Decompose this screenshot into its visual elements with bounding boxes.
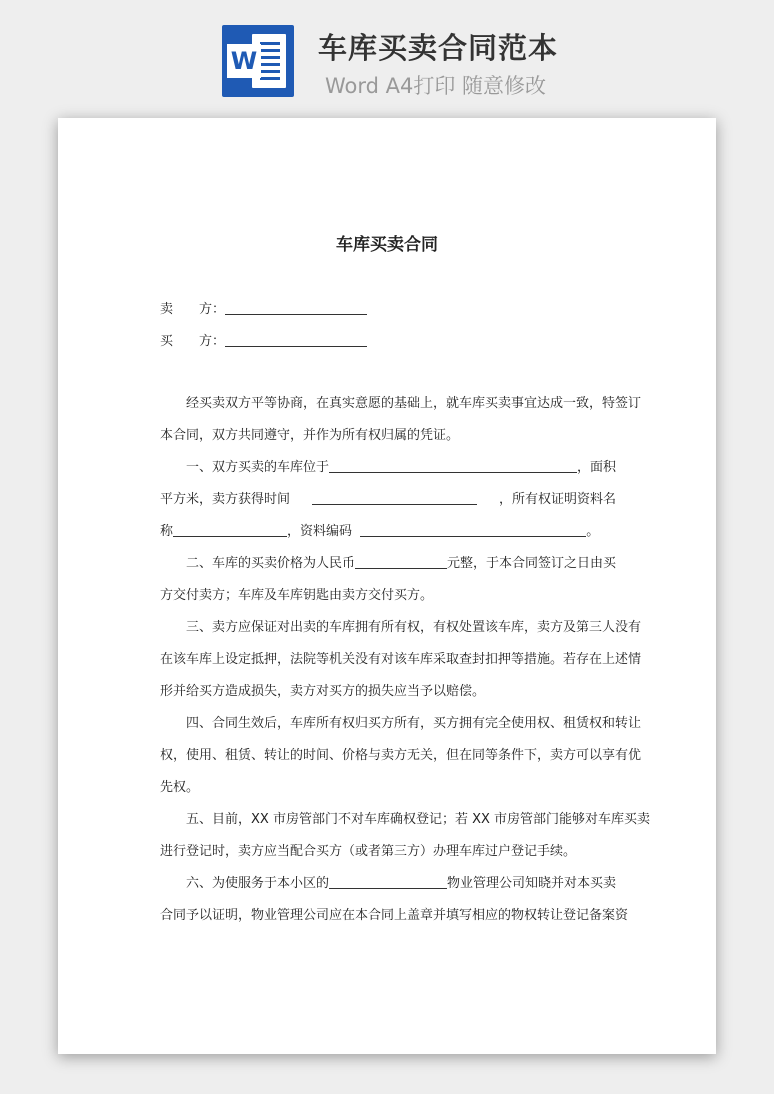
document-title: 车库买卖合同 [336, 235, 438, 255]
buyer-field-row [160, 330, 367, 349]
paragraph-line: 二、车库的买卖价格为人民币 元整，于本合同签订之日由买 [186, 556, 616, 571]
paragraph-line: 平方米，卖方获得时间 ，所有权证明资料名 [160, 492, 616, 507]
price-blank[interactable] [355, 554, 447, 569]
banner-title: 车库买卖合同范本 [318, 31, 559, 65]
community-name-blank[interactable] [329, 874, 447, 889]
document-name-blank[interactable] [173, 522, 287, 537]
buyer-label: 买 方： [160, 334, 226, 349]
document-page [58, 118, 716, 1054]
word-document-icon [222, 25, 294, 97]
banner-subtitle: Word A4打印 随意修改 [325, 74, 547, 98]
buyer-blank[interactable] [225, 332, 367, 347]
garage-location-blank[interactable] [329, 458, 577, 473]
word-logo-letter: W [227, 44, 261, 78]
seller-field-row [160, 298, 367, 317]
document-code-blank[interactable] [360, 522, 586, 537]
paragraph-line: 三、卖方应保证对出卖的车库拥有所有权，有权处置该车库，卖方及第三人没有 [186, 620, 642, 635]
paragraph-line: 先权。 [160, 780, 200, 795]
paragraph-line: 合同予以证明，物业管理公司应在本合同上盖章并填写相应的物权转让登记备案资 [160, 908, 629, 923]
seller-blank[interactable] [225, 300, 367, 315]
paragraph-line: 经买卖双方平等协商，在真实意愿的基础上，就车库买卖事宜达成一致，特签订 [186, 396, 642, 411]
acquired-time-blank[interactable] [312, 490, 477, 505]
paragraph-line: 六、为使服务于本小区的 物业管理公司知晓并对本买卖 [186, 876, 616, 891]
paragraph-line: 形并给买方造成损失，卖方对买方的损失应当予以赔偿。 [160, 684, 486, 699]
paragraph-line: 四、合同生效后，车库所有权归买方所有，买方拥有完全使用权、租赁权和转让 [186, 716, 642, 731]
paragraph-line: 本合同，双方共同遵守，并作为所有权归属的凭证。 [160, 428, 460, 443]
paragraph-line: 五、目前，XX 市房管部门不对车库确权登记；若 XX 市房管部门能够对车库买卖 [186, 812, 651, 827]
paragraph-line: 一、双方买卖的车库位于 ，面积 [186, 460, 616, 475]
paragraph-line: 在该车库上设定抵押，法院等机关没有对该车库采取查封扣押等措施。若存在上述情 [160, 652, 642, 667]
paragraph-line: 权，使用、租赁、转让的时间、价格与卖方无关，但在同等条件下，卖方可以享有优 [160, 748, 642, 763]
seller-label: 卖 方： [160, 302, 226, 317]
paragraph-line: 进行登记时，卖方应当配合买方（或者第三方）办理车库过户登记手续。 [160, 844, 577, 859]
banner [0, 0, 774, 110]
paragraph-line: 称 ，资料编码 。 [160, 524, 600, 539]
paragraph-line: 方交付卖方；车库及车库钥匙由卖方交付买方。 [160, 588, 434, 603]
